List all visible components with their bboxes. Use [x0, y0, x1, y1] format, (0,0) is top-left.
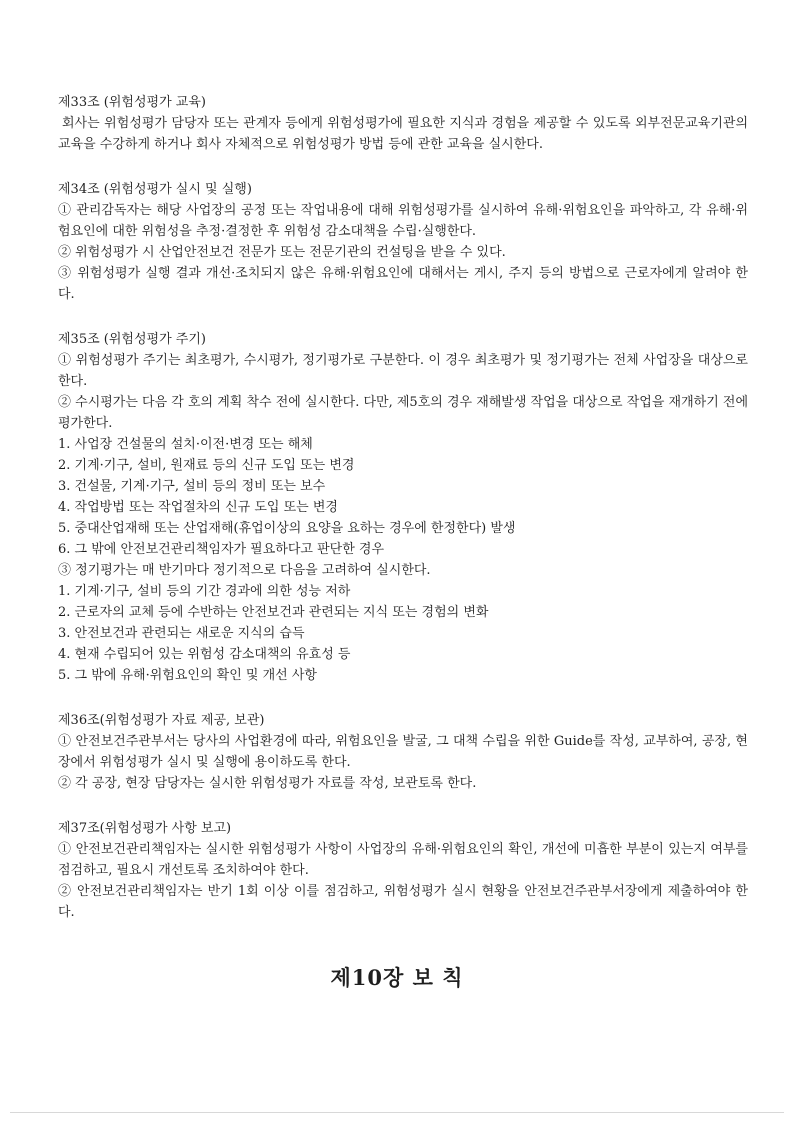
list-item: 4. 현재 수립되어 있는 위험성 감소대책의 유효성 등	[58, 647, 351, 662]
article-36	[58, 710, 748, 794]
article-title: 제33조 (위험성평가 교육)	[58, 95, 206, 110]
article-paragraph: ① 안전보건관리책임자는 실시한 위험성평가 사항이 사업장의 유해·위험요인의 확인, 개선에 미흡한 부분이 있는지 여부를 점검하고, 필요시 개선토록 조치하여야 한다.	[58, 842, 748, 878]
list-item: 1. 기계·기구, 설비 등의 기간 경과에 의한 성능 저하	[58, 584, 351, 599]
article-paragraph: ① 관리감독자는 해당 사업장의 공정 또는 작업내용에 대해 위험성평가를 실시하여 유해·위험요인을 파악하고, 각 유해·위험요인에 대한 위험성을 추정·결정한 후 위험성 감소대책을 수립·실행한다.	[58, 203, 748, 239]
list-item: 5. 그 밖에 유해·위험요인의 확인 및 개선 사항	[58, 668, 317, 683]
article-paragraph: 회사는 위험성평가 담당자 또는 관계자 등에게 위험성평가에 필요한 지식과 경험을 제공할 수 있도록 외부전문교육기관의 교육을 수강하게 하거나 회사 자체적으로 위험성평가 방법 등에 관한 교육을 실시한다.	[58, 116, 748, 152]
list-item: 3. 안전보건과 관련되는 새로운 지식의 습득	[58, 626, 305, 641]
article-title: 제36조(위험성평가 자료 제공, 보관)	[58, 713, 265, 728]
article-title: 제37조(위험성평가 사항 보고)	[58, 821, 232, 836]
chapter-title: 제10장 보 칙	[330, 965, 464, 990]
article-paragraph: ② 안전보건관리책임자는 반기 1회 이상 이를 점검하고, 위험성평가 실시 현황을 안전보건주관부서장에게 제출하여야 한다.	[58, 884, 748, 920]
list-item: 6. 그 밖에 안전보건관리책임자가 필요하다고 판단한 경우	[58, 542, 385, 557]
list-item: 3. 건설물, 기계·기구, 설비 등의 정비 또는 보수	[58, 479, 326, 494]
list-item: 5. 중대산업재해 또는 산업재해(휴업이상의 요양을 요하는 경우에 한정한다) 발생	[58, 521, 516, 536]
article-paragraph: ③ 위험성평가 실행 결과 개선·조치되지 않은 유해·위험요인에 대해서는 게시, 주지 등의 방법으로 근로자에게 알려야 한다.	[58, 266, 748, 302]
article-paragraph: ② 수시평가는 다음 각 호의 계획 착수 전에 실시한다. 다만, 제5호의 경우 재해발생 작업을 대상으로 작업을 재개하기 전에 평가한다.	[58, 395, 749, 431]
article-37	[58, 818, 748, 923]
article-title: 제34조 (위험성평가 실시 및 실행)	[58, 182, 252, 197]
article-paragraph: ② 위험성평가 시 산업안전보건 전문가 또는 전문기관의 컨설팅을 받을 수 있다.	[58, 245, 506, 260]
article-34	[58, 179, 748, 305]
article-paragraph: ① 위험성평가 주기는 최초평가, 수시평가, 정기평가로 구분한다. 이 경우 최초평가 및 정기평가는 전체 사업장을 대상으로 한다.	[58, 353, 748, 389]
article-33	[58, 92, 748, 155]
article-paragraph: ② 각 공장, 현장 담당자는 실시한 위험성평가 자료를 작성, 보관토록 한다.	[58, 776, 477, 791]
page-bottom-divider	[10, 1112, 784, 1113]
list-item: 1. 사업장 건설물의 설치·이전·변경 또는 해체	[58, 437, 313, 452]
article-paragraph: ③ 정기평가는 매 반기마다 정기적으로 다음을 고려하여 실시한다.	[58, 563, 431, 578]
article-35	[58, 329, 748, 686]
article-paragraph: ① 안전보건주관부서는 당사의 사업환경에 따라, 위험요인을 발굴, 그 대책 수립을 위한 Guide를 작성, 교부하여, 공장, 현장에서 위험성평가 실시 및 실행에 용이하도록 한다.	[58, 734, 748, 770]
list-item: 4. 작업방법 또는 작업절차의 신규 도입 또는 변경	[58, 500, 338, 515]
list-item: 2. 기계·기구, 설비, 원재료 등의 신규 도입 또는 변경	[58, 458, 355, 473]
article-title: 제35조 (위험성평가 주기)	[58, 332, 206, 347]
list-item: 2. 근로자의 교체 등에 수반하는 안전보건과 관련되는 지식 또는 경험의 변화	[58, 605, 489, 620]
document-body	[58, 92, 748, 947]
